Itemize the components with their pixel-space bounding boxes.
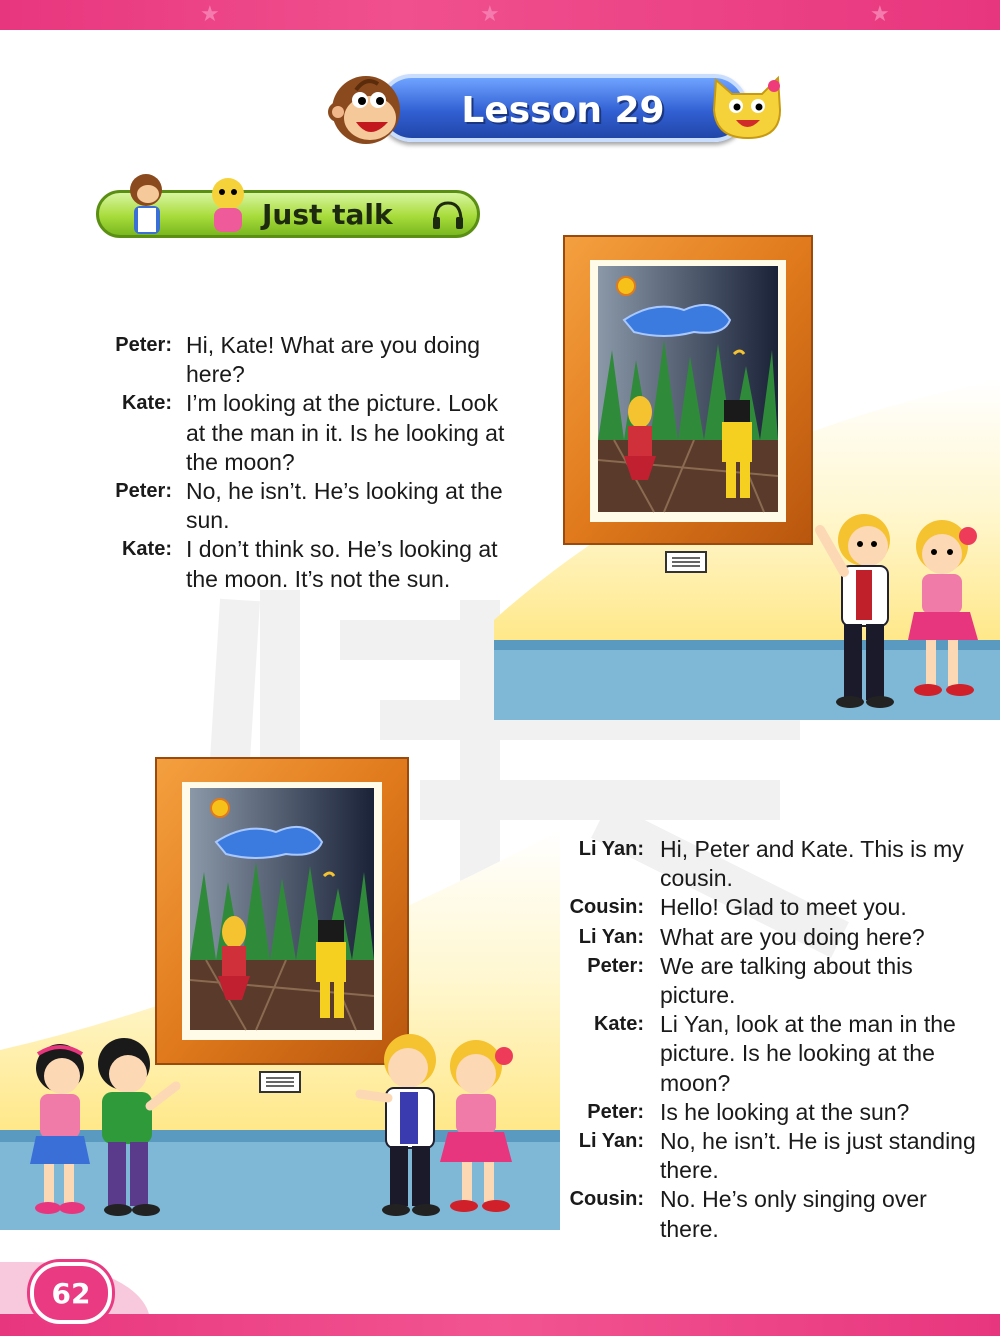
page-number-badge: 62 [30, 1262, 112, 1324]
dialogue-line [556, 923, 986, 952]
top-decorative-band [0, 0, 1000, 30]
dialogue-line [556, 952, 986, 1010]
line-text: What are you doing here? [660, 923, 925, 950]
mascots-icon [110, 168, 260, 240]
speaker: Kate: [121, 538, 172, 561]
gallery-scene-1 [494, 200, 1000, 720]
speaker: Peter: [587, 954, 644, 977]
dialogue-line [100, 389, 520, 477]
gallery-scene-2 [0, 750, 560, 1230]
line-text: No, he isn’t. He is just standing there. [660, 1128, 976, 1184]
speaker: Li Yan: [578, 925, 644, 948]
dialogue-line [556, 1010, 986, 1098]
bottom-decorative-band [0, 1314, 1000, 1336]
speaker: Kate: [593, 1013, 644, 1036]
dialogue-1 [100, 331, 520, 594]
line-text: No. He’s only singing over there. [660, 1186, 927, 1242]
lesson-banner [378, 74, 748, 142]
speaker: Peter: [587, 1100, 644, 1123]
dialogue-line [100, 477, 520, 535]
dialogue-line [556, 893, 986, 922]
dialogue-line [100, 331, 520, 389]
speaker: Cousin: [569, 896, 644, 919]
cat-mascot-icon [706, 70, 788, 142]
line-text: Hello! Glad to meet you. [660, 894, 907, 921]
line-text: I don’t think so. He’s looking at the moon. It’s not the sun. [186, 536, 498, 592]
line-text: Hi, Peter and Kate. This is my cousin. [660, 836, 964, 892]
line-text: Hi, Kate! What are you doing here? [186, 332, 481, 388]
line-text: Is he looking at the sun? [660, 1098, 910, 1125]
dialogue-line [556, 835, 986, 893]
dialogue-2 [556, 835, 986, 1244]
star-icon: ★ [200, 2, 220, 27]
speaker: Li Yan: [578, 1130, 644, 1153]
dialogue-line [556, 1098, 986, 1127]
speaker: Peter: [115, 334, 172, 356]
headphone-icon[interactable] [430, 199, 466, 231]
speaker: Cousin: [569, 1188, 644, 1211]
star-icon: ★ [870, 2, 890, 27]
line-text: Li Yan, look at the man in the picture. Is he looking at the moon? [660, 1011, 956, 1096]
star-icon: ★ [480, 2, 500, 27]
dialogue-line [556, 1127, 986, 1185]
speaker: Peter: [115, 480, 172, 503]
dialogue-line [100, 535, 520, 593]
section-title: Just talk [262, 198, 393, 231]
dialogue-line [556, 1185, 986, 1243]
line-text: I’m looking at the picture. Look at the man in it. Is he looking at the moon? [186, 390, 505, 475]
lesson-title: Lesson 29 [461, 90, 665, 131]
monkey-mascot-icon [326, 70, 404, 148]
speaker: Li Yan: [578, 838, 644, 860]
line-text: We are talking about this picture. [660, 952, 913, 1009]
speaker: Kate: [121, 392, 172, 415]
line-text: No, he isn’t. He’s looking at the sun. [186, 478, 503, 534]
